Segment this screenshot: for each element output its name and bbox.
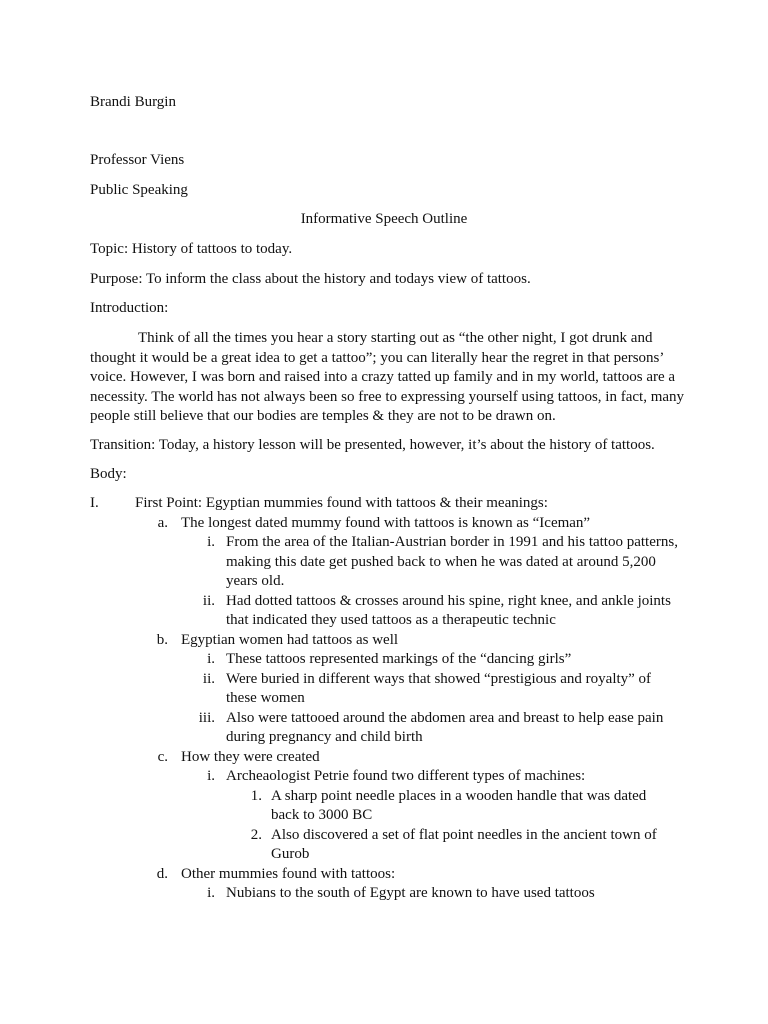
document-title: Informative Speech Outline [300, 211, 468, 227]
outline-marker: i. [207, 534, 215, 550]
outline-text: Also were tattooed around the abdomen area and breast to help ease pain during pregnancy and child birth [226, 709, 664, 745]
introduction-heading: Introduction: [90, 300, 169, 316]
body-heading: Body: [90, 466, 127, 482]
professor-name: Professor Viens [90, 152, 185, 168]
purpose-line: Purpose: To inform the class about the history and todays view of tattoos. [90, 271, 531, 287]
outline-text: Were buried in different ways that showed “prestigious and royalty” of these women [226, 670, 652, 706]
outline-marker: ii. [202, 592, 215, 609]
course-name: Public Speaking [90, 182, 188, 198]
outline-marker: 2. [250, 826, 262, 843]
outline-text: Other mummies found with tattoos: [181, 865, 396, 882]
transition-line: Transition: Today, a history lesson will be presented, however, it’s about the history of tattoos. [90, 437, 655, 453]
outline-marker: b. [156, 631, 168, 648]
outline-text: Egyptian women had tattoos as well [181, 631, 399, 648]
outline-marker: i. [207, 885, 215, 901]
outline-text: Also discovered a set of flat point needles in the ancient town of Gurob [271, 826, 657, 862]
outline-text: First Point: Egyptian mummies found with tattoos & their meanings: [135, 495, 548, 511]
outline-text: Archeaologist Petrie found two different types of machines: [226, 768, 586, 784]
outline-text: Nubians to the south of Egypt are known to have used tattoos [226, 885, 595, 901]
outline-marker: ii. [202, 670, 215, 687]
outline-marker: d. [156, 865, 168, 882]
outline-marker: 1. [250, 787, 262, 804]
outline-marker: I. [90, 495, 99, 511]
outline-marker: i. [207, 768, 215, 784]
outline-marker: i. [207, 651, 215, 667]
outline-text: These tattoos represented markings of the “dancing girls” [226, 651, 572, 667]
outline-text: The longest dated mummy found with tattoos is known as “Iceman” [181, 514, 591, 531]
outline-marker: c. [157, 748, 168, 765]
outline-text: A sharp point needle places in a wooden handle that was dated back to 3000 BC [271, 787, 647, 823]
outline-marker: a. [157, 514, 168, 531]
outline-marker: iii. [198, 709, 215, 726]
outline-text: From the area of the Italian-Austrian border in 1991 and his tattoo patterns, making this date get pushed back to when he was dated at around 5,200 years old. [226, 534, 678, 589]
introduction-paragraph: Think of all the times you hear a story starting out as “the other night, I got drunk and thought it would be a great idea to get a tattoo”; you can literally hear the regret in that persons’ voice. However, I was born and raised into a crazy tatted up family and in my world, tattoos are a necessity. The world has not always been so free to expressing yourself using tattoos, in fact, many people still believe that our bodies are temples & they are not to be drawn on. [90, 330, 685, 424]
student-name: Brandi Burgin [90, 94, 176, 110]
outline-text: Had dotted tattoos & crosses around his spine, right knee, and ankle joints that indicated they used tattoos as a therapeutic technic [226, 592, 671, 628]
outline-text: How they were created [181, 748, 320, 765]
topic-line: Topic: History of tattoos to today. [90, 241, 293, 257]
